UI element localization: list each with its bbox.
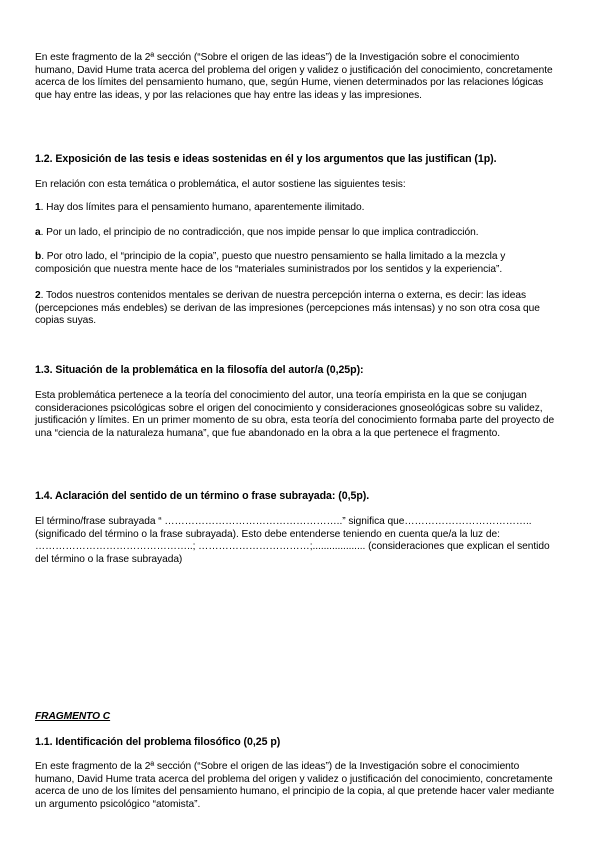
fragment-c-body: En este fragmento de la 2ª sección (“Sobre el origen de las ideas”) de la Investigación sobre el conocimiento humano, David Hume trata acerca del problema del origen y validez o justificación del conocimiento, concretamente acerca de uno de los límites del pensamiento humano, el principio de la copia, al que pretende hacer valer mediante un argumento psicológico “atomista”.: [35, 761, 555, 810]
thesis-1-text: . Hay dos límites para el pensamiento humano, aparentemente ilimitado.: [40, 202, 365, 213]
fragment-c-heading: 1.1. Identificación del problema filosófico (0,25 p): [35, 736, 281, 748]
intro-paragraph: En este fragmento de la 2ª sección (“Sobre el origen de las ideas”) de la Investigación sobre el conocimiento humano, David Hume trata acerca del problema del origen y validez o justificación del conocimiento, concretamente acerca de los límites del pensamiento humano, que, según Hume, vienen determinados por las relaciones lógicas que hay entre las ideas, y por las relaciones que hay entre las ideas y las impresiones.: [35, 52, 553, 101]
section-1-4-heading: 1.4. Aclaración del sentido de un término o frase subrayada: (0,5p).: [35, 490, 370, 502]
thesis-b: [35, 251, 560, 276]
thesis-2-text: . Todos nuestros contenidos mentales se derivan de nuestra percepción interna o externa, es decir: las ideas (percepciones más endebles) se derivan de las impresiones (percepciones más intensas) y no son otra cosa que copias suyas.: [35, 290, 540, 327]
thesis-a-letter: a: [35, 227, 41, 238]
section-1-2-heading: 1.2. Exposición de las tesis e ideas sostenidas en él y los argumentos que las justifican (1p).: [35, 153, 497, 165]
thesis-1: [35, 202, 560, 215]
thesis-b-text: . Por otro lado, el “principio de la copia”, puesto que nuestro pensamiento se halla limitado a la mezcla y composición que nuestra mente hace de los “materiales suministrados por los sentidos y la experiencia”.: [35, 251, 506, 275]
section-1-2-lead: En relación con esta temática o problemática, el autor sostiene las siguientes tesis:: [35, 179, 406, 190]
thesis-1-number: 1: [35, 202, 41, 213]
thesis-b-letter: b: [35, 251, 42, 262]
fragment-c-title: FRAGMENTO C: [35, 711, 111, 722]
thesis-2: [35, 290, 560, 328]
section-1-4-body: El término/frase subrayada “ ……………………………………………..” significa que………………………………..(significado del término o la frase subrayada). Esto debe entenderse teniendo en cuenta que/a la luz de: ………………………………………..; ……………………………;................... (consideraciones que explican el sentido del término o la frase subrayada): [35, 516, 550, 565]
thesis-2-number: 2: [35, 290, 41, 301]
thesis-a-text: . Por un lado, el principio de no contradicción, que nos impide pensar lo que implica contradicción.: [40, 227, 479, 238]
thesis-a: [35, 227, 560, 240]
section-1-3-heading: 1.3. Situación de la problemática en la filosofía del autor/a (0,25p):: [35, 364, 364, 376]
section-1-3-body: Esta problemática pertenece a la teoría del conocimiento del autor, una teoría empirista en la que se conjugan consideraciones psicológicas sobre el origen del conocimiento y consideraciones gnoseológicas sobre su validez, justificación y límites. En un primer momento de su obra, esta teoría del conocimiento formaba parte del proyecto de una “ciencia de la naturaleza humana”, que fue abandonado en la obra a la que pertenece el fragmento.: [35, 390, 555, 439]
